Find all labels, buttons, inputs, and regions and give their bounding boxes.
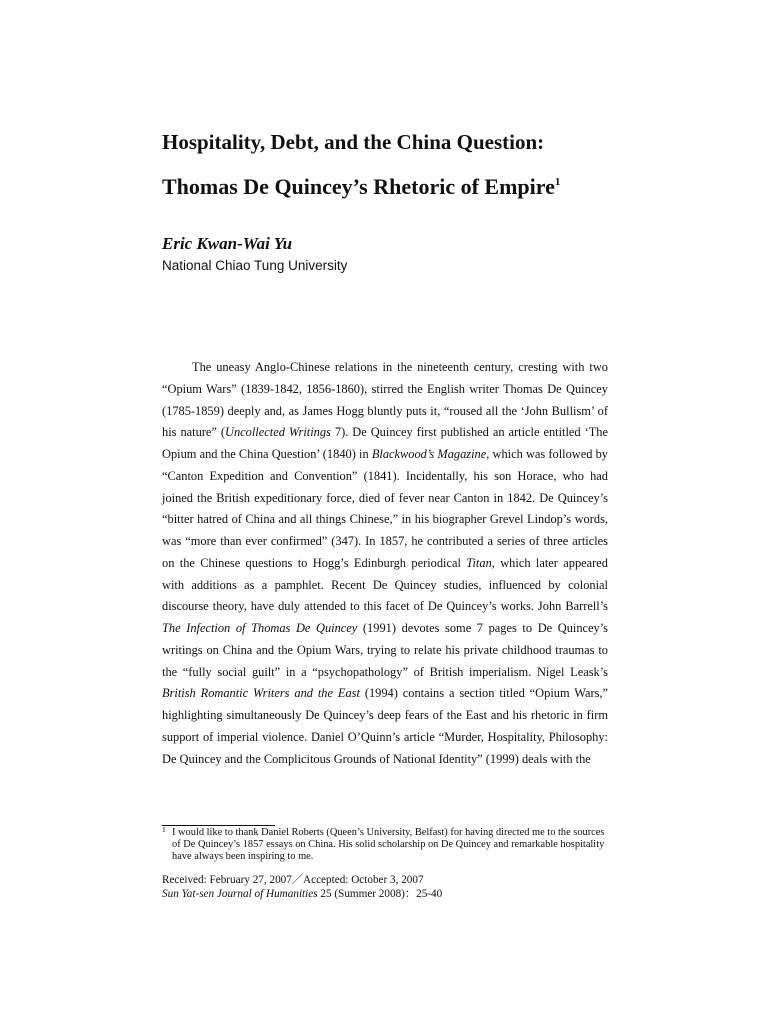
- cited-title: Uncollected Writings: [225, 425, 331, 440]
- footnote-marker: 1: [162, 825, 166, 834]
- paper-title-line1: Hospitality, Debt, and the China Question:: [162, 130, 545, 154]
- body-text-segment: , which was followed by “Canton Expedition and Convention” (1841). Incidentally, his son Horace, who had joined the British expeditionary force, died of fever near Canton in 1842. De Quincey’s “bitter hatred of China and all things Chinese,” in his biographer Grevel Lindop’s words, was “more than ever confirmed” (347). In 1857, he contributed a series of three articles on the Chinese questions to Hogg’s Edinburgh periodical: [162, 447, 608, 570]
- title-footnote-marker: 1: [554, 176, 561, 188]
- body-text-segment: , which later appeared with additions as a pamphlet. Recent De Quincey studies, influenced by colonial discourse theory, have duly attended to this facet of De Quincey’s works. John Barrell’s: [162, 555, 608, 614]
- body-text-segment: (1991) devotes some 7 pages to De Quincey’s writings on China and the Opium Wars, trying to relate his private childhood traumas to the “fully social guilt” in a “psychopathology” of British imperialism. Nigel Leask’s: [162, 621, 608, 679]
- body-text-segment: (1994) contains a section titled “Opium Wars,” highlighting simultaneously De Quincey’s deep fears of the East and his rhetoric in firm support of imperial violence. Daniel O’Quinn’s article “Murder, Hospitality, Philosophy: De Quincey and the Complicitous Grounds of National Identity” (1999) deals with the: [162, 686, 609, 766]
- body-text-segment: The uneasy Anglo-Chinese relations in the nineteenth century, cresting with two “Opium Wars” (1839-1842, 1856-1860), stirred the English writer Thomas De Quincey (1785-1859) deeply and, as James Hogg bluntly puts it, “roused all the ‘John Bullism’ of his nature” (: [162, 360, 608, 440]
- received-accepted-dates: Received: February 27, 2007／Accepted: October 3, 2007: [162, 874, 424, 886]
- journal-citation: [162, 887, 442, 901]
- body-text-segment: 7). De Quincey first published an article entitled ‘The Opium and the China Question’ (1840) in: [162, 425, 608, 461]
- footnote: [162, 827, 608, 862]
- footnote-text: I would like to thank Daniel Roberts (Queen’s University, Belfast) for having directed me to the sources of De Quincey’s 1857 essays on China. His solid scholarship on De Quincey and remarkable hospitality have always been inspiring to me.: [172, 827, 605, 862]
- cited-title: Blackwood’s Magazine: [371, 447, 487, 461]
- paper-title-line2: [162, 174, 560, 200]
- author-affiliation: National Chiao Tung University: [162, 258, 348, 273]
- paper-title-line2-text: Thomas De Quincey’s Rhetoric of Empire: [162, 174, 555, 199]
- journal-volume-pages: 25 (Summer 2008)：25-40: [317, 888, 443, 900]
- body-paragraph: [162, 357, 608, 770]
- author-name: Eric Kwan-Wai Yu: [162, 234, 293, 253]
- cited-title: Titan: [466, 555, 492, 570]
- footnote-divider: [162, 825, 275, 826]
- journal-name: Sun Yat-sen Journal of Humanities: [162, 888, 318, 900]
- cited-title: British Romantic Writers and the East: [162, 686, 360, 701]
- cited-title: The Infection of Thomas De Quincey: [162, 621, 358, 635]
